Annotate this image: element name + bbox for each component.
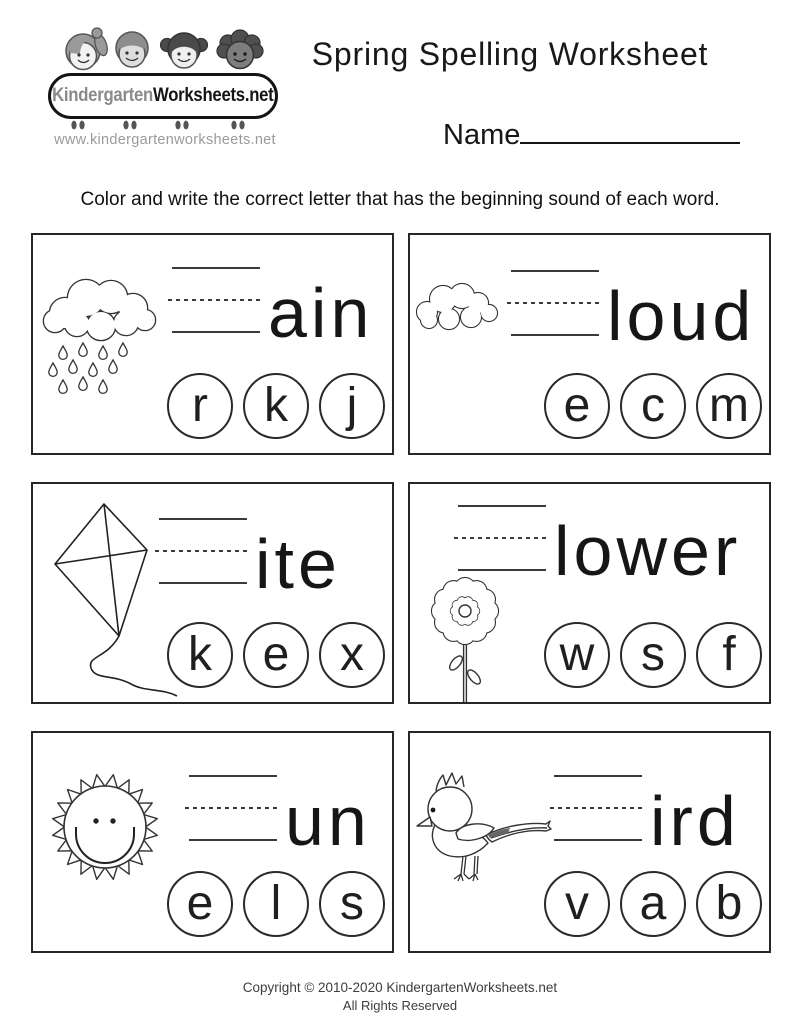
puzzle-box-rain [31, 233, 394, 455]
word-ending: ain [268, 274, 374, 352]
puzzle-box-sun [31, 731, 394, 953]
kite-tail [90, 636, 177, 696]
choice-circle[interactable] [544, 622, 610, 688]
word-ending: ird [650, 782, 740, 860]
puzzle-grid [31, 233, 771, 953]
sun-image [46, 768, 164, 886]
puzzle-box-kite [31, 482, 394, 704]
choice-circle[interactable] [167, 871, 233, 937]
footer [0, 980, 800, 1013]
letter-choices [544, 871, 762, 937]
handwriting-guide[interactable] [507, 270, 603, 336]
choice-circle[interactable] [243, 622, 309, 688]
choice-circle[interactable] [319, 373, 385, 439]
page-title: Spring Spelling Worksheet [311, 36, 709, 72]
logo-website-url: www.kindergartenworksheets.net [54, 132, 276, 148]
choice-letter: w [559, 628, 595, 681]
word-ending: un [285, 782, 371, 860]
choice-circle[interactable] [620, 622, 686, 688]
raindrops [49, 343, 127, 393]
word-ending: loud [607, 277, 756, 355]
name-label: Name [443, 119, 521, 151]
logo-banner [48, 73, 278, 119]
kids-feet [71, 121, 244, 130]
letter-choices [544, 373, 762, 439]
kid-girl-pigtails [161, 33, 208, 68]
write-area [185, 775, 371, 860]
choice-circle[interactable] [620, 871, 686, 937]
kid-girl-ponytail [66, 28, 110, 70]
write-area [507, 270, 756, 355]
letter-choices [167, 871, 385, 937]
write-area [454, 505, 742, 590]
choice-letter: e [262, 628, 290, 681]
handwriting-guide[interactable] [155, 518, 251, 584]
name-blank-line[interactable] [520, 116, 740, 144]
flower-image [431, 578, 499, 704]
choice-letter: e [186, 877, 214, 930]
letter-choices [544, 622, 762, 688]
name-row [443, 116, 740, 152]
puzzle-box-cloud [408, 233, 771, 455]
choice-letter: c [641, 379, 665, 432]
kid-boy-curly-hair [217, 30, 263, 69]
kid-boy-gray-hair [116, 32, 148, 67]
bird-image [416, 771, 556, 883]
choice-letter: r [192, 379, 208, 432]
site-logo [40, 8, 290, 158]
write-area [155, 518, 341, 603]
choice-letter: a [639, 877, 667, 930]
choice-letter: j [346, 379, 358, 432]
choice-circle[interactable] [319, 622, 385, 688]
letter-choices [167, 622, 385, 688]
choice-letter: s [340, 877, 364, 930]
choice-letter: m [709, 379, 749, 432]
choice-letter: x [340, 628, 364, 681]
choice-circle[interactable] [167, 622, 233, 688]
choice-letter: f [722, 628, 736, 681]
write-area [168, 267, 374, 352]
write-area [550, 775, 740, 860]
handwriting-guide[interactable] [454, 505, 550, 571]
choice-circle[interactable] [544, 373, 610, 439]
puzzle-box-flower [408, 482, 771, 704]
choice-circle[interactable] [696, 373, 762, 439]
choice-letter: l [270, 877, 282, 930]
choice-circle[interactable] [620, 373, 686, 439]
copyright-text: Copyright © 2010-2020 KindergartenWorksheets.net [242, 980, 558, 995]
choice-letter: v [565, 877, 589, 930]
choice-circle[interactable] [167, 373, 233, 439]
logo-banner-text [52, 85, 273, 107]
choice-letter: s [641, 628, 665, 681]
handwriting-guide[interactable] [185, 775, 281, 841]
choice-circle[interactable] [243, 373, 309, 439]
handwriting-guide[interactable] [550, 775, 646, 841]
word-ending: ite [255, 525, 341, 603]
choice-circle[interactable] [243, 871, 309, 937]
choice-circle[interactable] [544, 871, 610, 937]
letter-choices [167, 373, 385, 439]
choice-letter: k [264, 379, 288, 432]
rain-cloud-image [39, 271, 174, 401]
choice-letter: k [188, 628, 212, 681]
choice-letter: b [715, 877, 743, 930]
choice-circle[interactable] [696, 871, 762, 937]
instruction-text: Color and write the correct letter that has the beginning sound of each word. [80, 189, 720, 210]
cloud-image [414, 279, 506, 333]
word-ending: lower [554, 512, 742, 590]
rights-text: All Rights Reserved [342, 998, 458, 1013]
choice-circle[interactable] [319, 871, 385, 937]
brand-gray-text: Kindergarten [52, 85, 154, 106]
puzzle-box-bird [408, 731, 771, 953]
handwriting-guide[interactable] [168, 267, 264, 333]
brand-black-text: Worksheets.net [153, 85, 274, 106]
choice-letter: e [563, 379, 591, 432]
choice-circle[interactable] [696, 622, 762, 688]
